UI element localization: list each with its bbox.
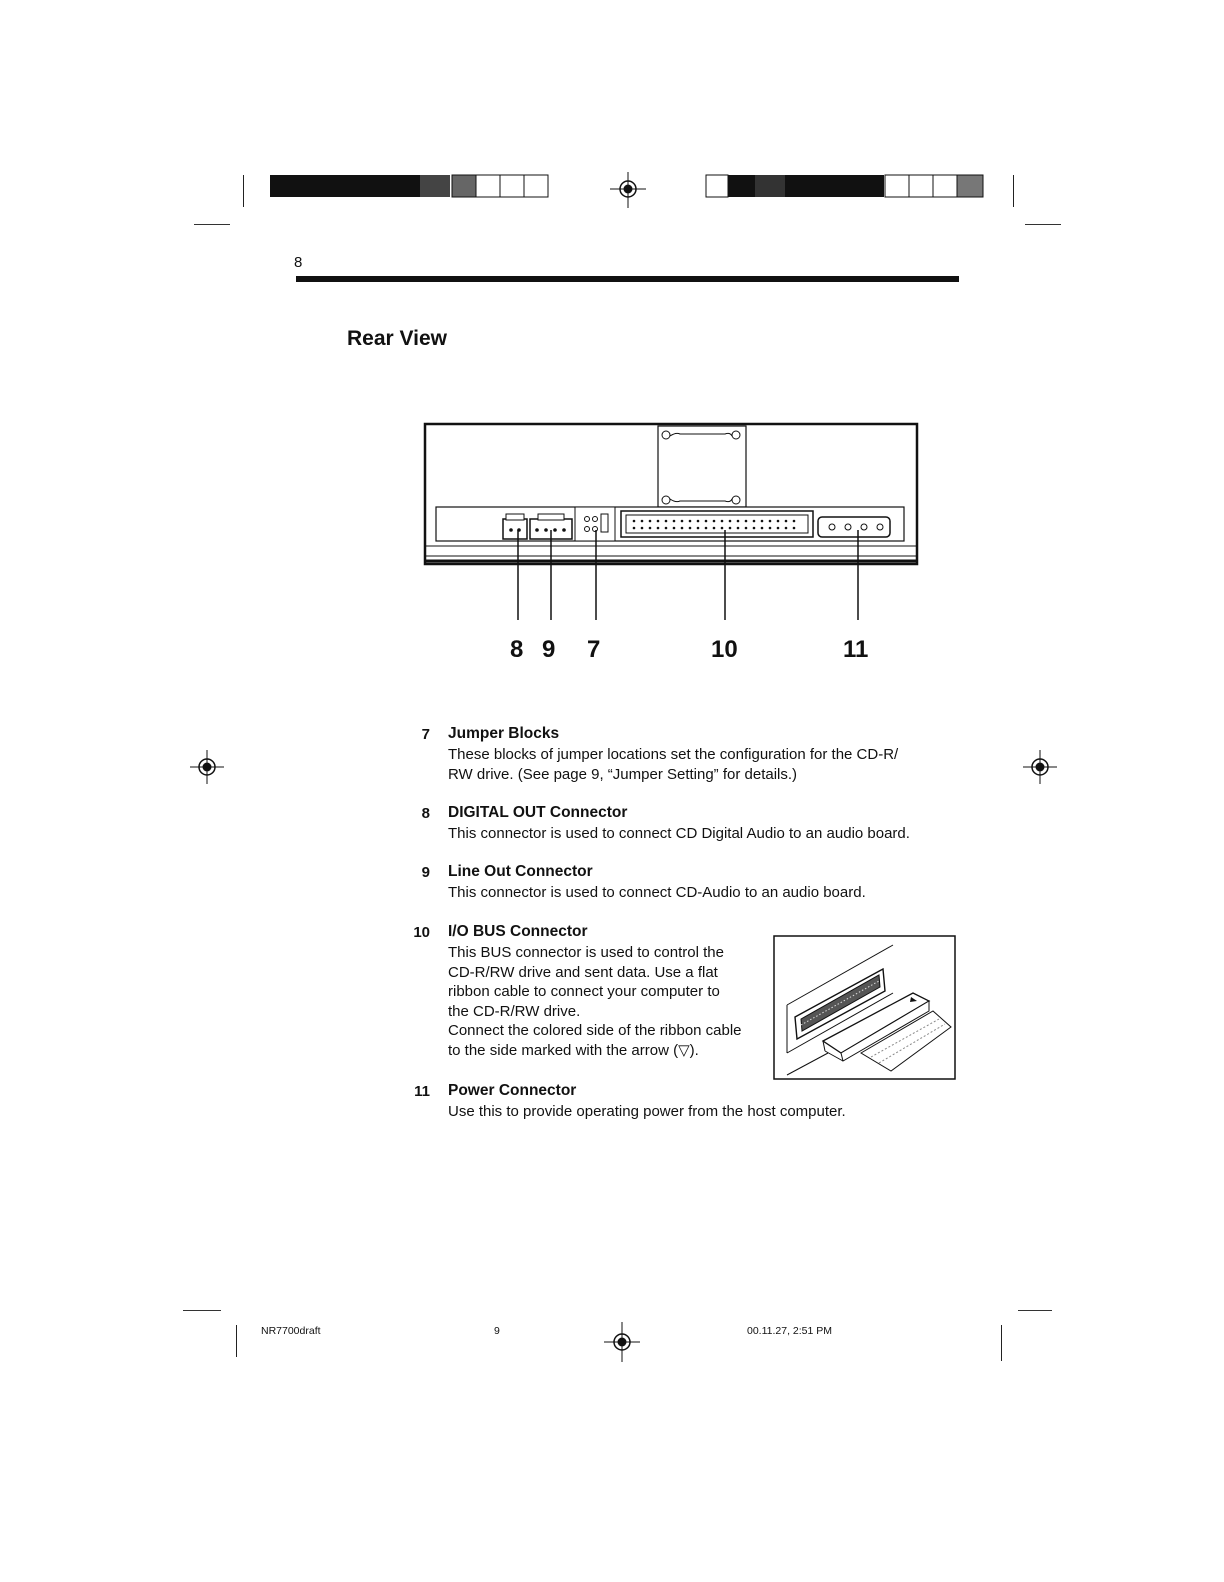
power-connector [818,517,890,537]
item-heading: Power Connector [448,1082,577,1099]
callout-label: 11 [843,636,869,663]
callout-label: 10 [711,636,738,663]
item-heading: Line Out Connector [448,863,593,880]
item-number: 9 [421,864,430,881]
section-title: Rear View [347,327,448,350]
callout-label: 9 [542,636,556,663]
digital-out-connector [503,514,527,539]
registration-target-icon [1023,750,1057,784]
header-rule [296,276,959,282]
footer-timestamp: 00.11.27, 2:51 PM [747,1325,833,1337]
item-description: This connector is used to connect CD Digital Audio to an audio board. [448,825,910,842]
item-heading: I/O BUS Connector [448,923,588,940]
item-number: 10 [413,924,430,941]
crop-mark [1001,1325,1002,1361]
registration-target-icon [610,172,646,208]
io-bus-connector [621,511,813,537]
callout-label: 8 [510,636,524,663]
jumper-blocks [575,507,615,541]
item-description: This BUS connector is used to control the CD-R/RW drive and sent data. Use a flat ribbon cable to connect your computer to the CD-R/RW drive. Connect the colored side of the ribbon cable to the side marked with the arrow (▽). [448,944,742,1059]
page-number: 8 [294,254,303,271]
callout-label: 7 [587,636,601,663]
crop-mark [183,1310,221,1311]
registration-target-icon [604,1322,640,1362]
footer-filename: NR7700draft [261,1325,321,1337]
item-number: 7 [421,726,430,743]
item-heading: DIGITAL OUT Connector [448,804,628,821]
item-number: 11 [414,1083,430,1100]
color-bars [0,0,1224,260]
item-description: These blocks of jumper locations set the configuration for the CD-R/ RW drive. (See page 9, “Jumper Setting” for details.) [448,746,899,783]
rear-view-diagram [420,420,925,630]
crop-mark [1018,1310,1052,1311]
ribbon-cable-illustration [773,935,956,1080]
registration-target-icon [190,750,224,784]
item-number: 8 [421,805,430,822]
crop-mark [236,1325,237,1357]
item-description: Use this to provide operating power from the host computer. [448,1103,846,1120]
footer-page: 9 [494,1325,500,1337]
item-description: This connector is used to connect CD-Audio to an audio board. [448,884,866,901]
item-heading: Jumper Blocks [448,725,560,742]
